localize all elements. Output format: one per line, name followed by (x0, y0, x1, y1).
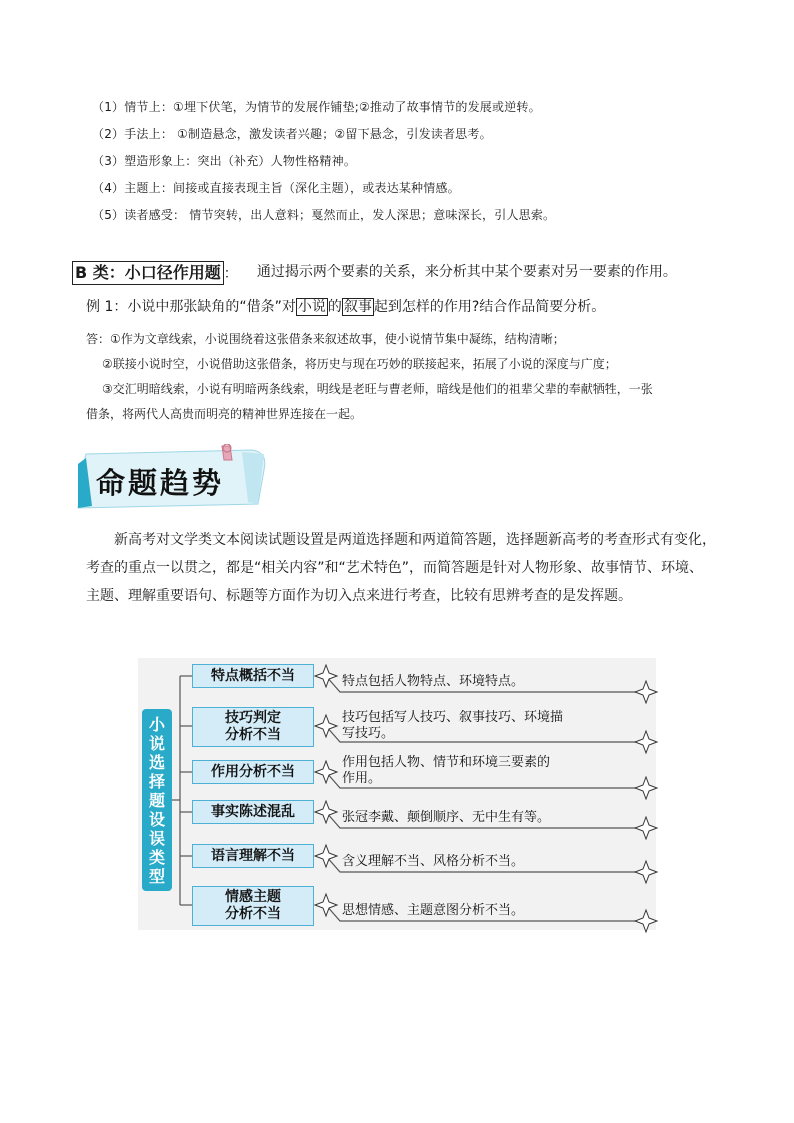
root-char: 误 (148, 828, 165, 848)
category-box (192, 800, 314, 824)
category-box (192, 886, 314, 926)
description-line: 含义理解不当、风格分析不当。 (342, 854, 525, 869)
category-box (192, 760, 314, 784)
category-text: 分析不当 (225, 727, 281, 743)
category-text: 技巧判定 (225, 710, 281, 726)
function-item: （3）塑造形象上：突出（补充）人物性格精神。 (92, 154, 357, 168)
root-char: 小 (148, 714, 165, 734)
example-suffix: 起到怎样的作用?结合作品简要分析。 (373, 299, 606, 315)
category-box (192, 664, 314, 688)
section-b-description: 通过揭示两个要素的关系，来分析其中某个要素对另一要素的作用。 (256, 264, 677, 280)
description-line: 写技巧。 (342, 726, 395, 741)
function-item: （4）主题上：间接或直接表现主旨（深化主题），或表达某种情感。 (92, 181, 460, 195)
function-item: （1）情节上：①埋下伏笔，为情节的发展作铺垫;②推动了故事情节的发展或逆转。 (92, 100, 541, 114)
section-b-colon: ： (223, 266, 238, 282)
function-item: （5）读者感受： 情节突转，出人意料；戛然而止，发人深思；意味深长，引人思索。 (92, 208, 556, 222)
category-text: 作用分析不当 (211, 763, 295, 780)
section-b-label: B 类：小口径作用题 (72, 261, 224, 285)
diagram-root-label (142, 709, 172, 891)
root-char: 选 (148, 752, 165, 772)
example-mid: 的 (327, 299, 342, 315)
category-text: 特点概括不当 (211, 667, 295, 684)
root-char: 型 (148, 866, 165, 886)
banner-title: 命题趋势 (96, 466, 225, 500)
answer-line: ②联接小说时空，小说借助这张借条，将历史与现在巧妙的联接起来，拓展了小说的深度与广度； (102, 357, 617, 371)
root-char: 类 (148, 847, 165, 867)
description-line: 作用。 (342, 771, 382, 786)
answer-line: 借条，将两代人高贵而明亮的精神世界连接在一起。 (86, 407, 363, 421)
category-text: 语言理解不当 (211, 847, 295, 864)
category-box (192, 844, 314, 868)
root-char: 择 (148, 771, 165, 791)
answer-line: 答：①作为文章线索，小说围绕着这张借条来叙述故事，使小说情节集中凝练，结构清晰； (86, 332, 565, 346)
root-char: 题 (148, 790, 165, 810)
answer-line: ③交汇明暗线索，小说有明暗两条线索，明线是老旺与曹老师，暗线是他们的祖辈父辈的奉献牺牲，一张 (102, 382, 653, 396)
function-item: （2）手法上： ①制造悬念，激发读者兴趣；②留下悬念，引发读者思考。 (92, 127, 492, 141)
category-description (342, 710, 634, 742)
category-description (342, 674, 634, 690)
description-line: 张冠李戴、颠倒顺序、无中生有等。 (342, 810, 551, 825)
category-description (342, 755, 634, 787)
description-line: 技巧包括写人技巧、叙事技巧、环境描 (342, 710, 564, 725)
description-line: 作用包括人物、情节和环境三要素的 (342, 755, 551, 770)
category-description (342, 854, 634, 870)
example-prefix: 例 1：小说中那张缺角的“借条”对 (86, 299, 296, 315)
category-description (342, 903, 634, 919)
category-description (342, 810, 634, 826)
category-text: 情感主题 (225, 889, 281, 905)
description-line: 思想情感、主题意图分析不当。 (342, 903, 525, 918)
category-box (192, 707, 314, 747)
root-char: 设 (148, 809, 165, 829)
description-line: 特点包括人物特点、环境特点。 (342, 674, 525, 689)
category-text: 事实陈述混乱 (211, 803, 295, 820)
category-text: 分析不当 (225, 906, 281, 922)
example-keyword-narrative: 叙事 (343, 299, 372, 315)
root-char: 说 (148, 733, 165, 753)
example-keyword-novel: 小说 (297, 299, 326, 315)
trend-paragraph: 新高考对文学类文本阅读试题设置是两道选择题和两道简答题，选择题新高考的考查形式有变化，考查的重点一以贯之，都是“相关内容”和“艺术特色”，而简答题是针对人物形象、故事情节、环境、主题、理解重要语句、标题等方面作为切入点来进行考查，比较有思辨考查的是发挥题。 (86, 532, 716, 604)
